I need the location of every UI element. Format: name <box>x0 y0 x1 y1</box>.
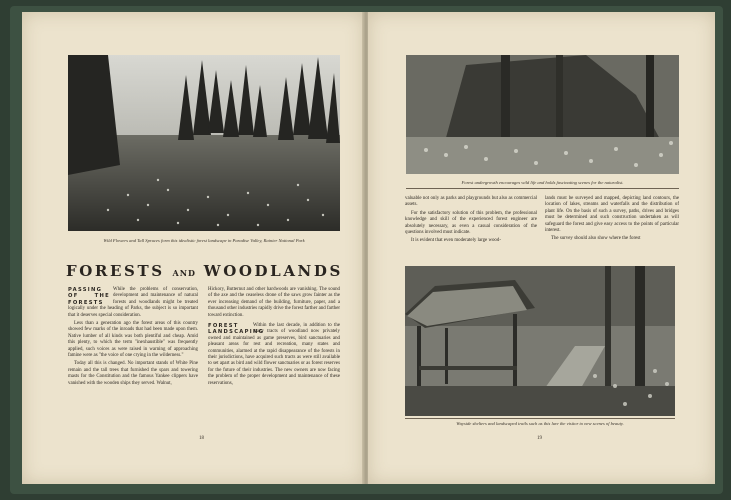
paragraph: valuable not only as parks and playgrounds but also as commercial assets. <box>405 196 537 208</box>
paragraph-text: While the problems of conservation, development and maintenance of natural forests and woodlands might be treated logically under the heading of Parks, the subject is so important that it deserves special consideration. <box>68 287 198 318</box>
paragraph: lands must be surveyed and mapped, depicting land contours, the location of lakes, streams and waterfalls and the distribution of plant life. On the basis of such a survey, paths, drives and bridges must be determined and such construction undertaken as will safeguard the forest and give easy access to the points of particular interest. <box>545 196 679 234</box>
title-word-woodlands: WOODLANDS <box>203 262 343 280</box>
right-page-number: 19 <box>537 436 542 441</box>
paragraph: The survey should also show where the forest <box>551 236 641 242</box>
paragraph: For the satisfactory solution of this problem, the professional knowledge and skill of the experienced forest engineer are absolutely necessary, as even a casual consideration of the questions involved must indicate. <box>405 210 537 236</box>
right-bottom-photo-caption: Wayside shelters and landscaped trails such as this lure the visitor to new scenes of beauty. <box>456 421 624 426</box>
left-column-1 <box>68 287 198 389</box>
paragraph: Less than a generation ago the forest areas of this country showed few marks of the inroads that had been made upon them. Native lumber of all kinds was both plentiful and cheap. Amid this plenty, to which the term "inexhaustible" was frequently applied, such voices as were raised in warning of approaching famine were as "the voice of one crying in the wilderness." <box>68 321 198 359</box>
caption-rule <box>406 188 679 189</box>
section-title <box>66 262 346 280</box>
wayside-shelter-photo <box>405 266 675 416</box>
right-top-photo-caption: Forest undergrowth encourages wild life and holds fascinating scenes for the naturalist. <box>461 180 624 185</box>
forest-undergrowth-illustration <box>406 55 679 174</box>
right-column-2 <box>545 196 679 245</box>
paragraph: It is evident that even moderately large wood- <box>411 238 501 244</box>
paragraph <box>68 287 198 319</box>
paragraph: Today all this is changed. No important stands of White Pine remain and the tall trees that furnished the spars and towering masts for the Constitution and the famous Yankee clippers have vanished with the wooden ships they served. Walnut, <box>68 361 198 386</box>
wayside-shelter-illustration <box>405 266 675 416</box>
right-column-1 <box>405 196 537 247</box>
left-page-number: 18 <box>199 436 204 441</box>
title-word-and: AND <box>172 268 196 278</box>
forest-undergrowth-photo <box>406 55 679 174</box>
title-word-forests: FORESTS <box>66 262 165 280</box>
left-column-2 <box>208 287 340 389</box>
paragraph <box>208 323 340 387</box>
caption-rule <box>405 418 675 419</box>
paragraph: Hickory, Butternut and other hardwoods are vanishing. The sound of the axe and the ceaseless drone of the saws grow fainter as the ever increasing demand of the building, furniture, paper, and a thousand other industries rapidly drive the forest farther and farther toward extinction. <box>208 287 340 318</box>
left-photo-caption: Wild Flowers and Tall Spruces form this idealistic forest landscape in Paradise Valley, Rainier National Park <box>103 238 305 243</box>
passing-of-forests-heading: PASSING OF THE FORESTS <box>68 287 110 306</box>
forest-meadow-photo <box>68 55 340 231</box>
paragraph-text: Within the last decade, in addition to the many tracts of woodland now privately owned and maintained as game preserves, bird sanctuaries and pleasant areas for rest and recreation, many states and communities, alarmed at the rapid disappearance of the forests in their jurisdictions, have acquired such tracts as were still available to set apart as bird and wild flower sanctuaries or as forest reserves for the future of their industries. The new owners are now facing the problem of the proper development and maintenance of these reservations, <box>208 323 340 386</box>
forest-meadow-illustration <box>68 55 340 231</box>
forest-landscaping-heading: FOREST LANDSCAPING <box>208 323 265 336</box>
